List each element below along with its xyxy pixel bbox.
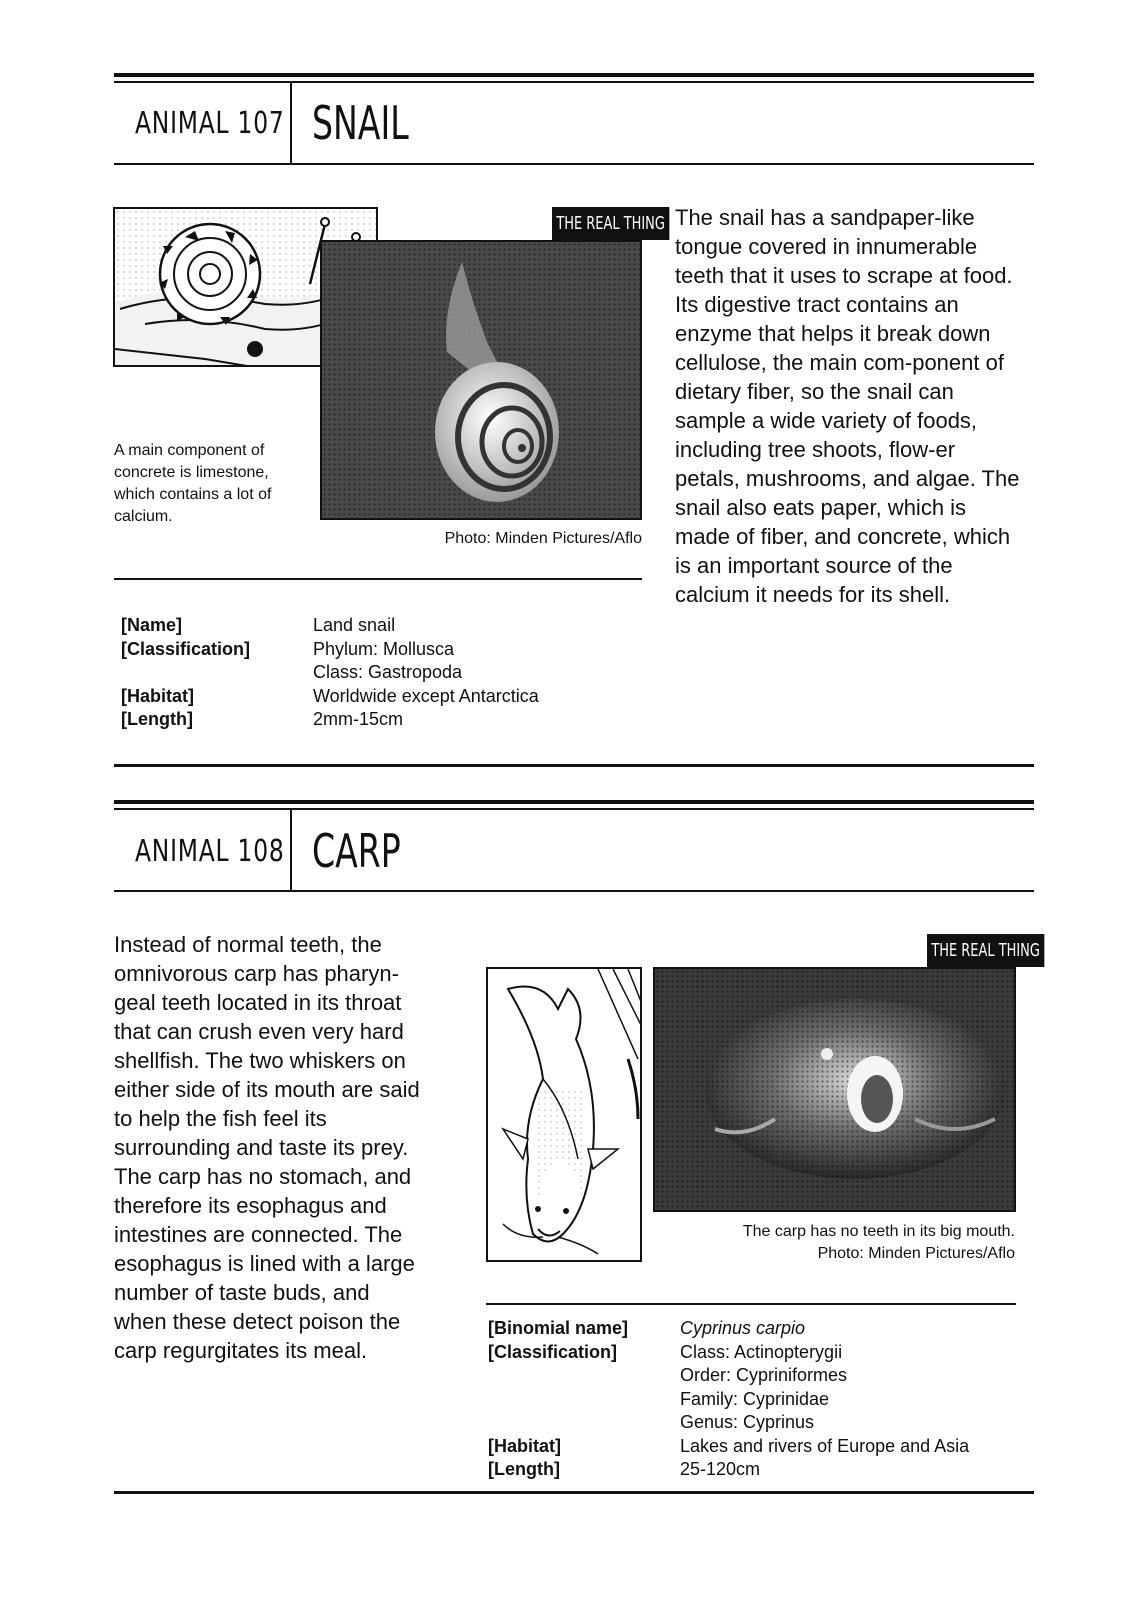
animal-number: ANIMAL 107 [135,106,285,141]
name-label: [Name] [121,615,183,635]
specs-table [488,1317,1016,1487]
carp-illustration [486,967,642,1262]
header-divider [290,83,292,164]
header-bottom-rule [114,163,1034,165]
header-bottom-rule [114,890,1034,892]
classification-label: [Classification] [121,638,251,659]
real-thing-badge: THE REAL THING [552,207,669,240]
length-label: [Length] [121,709,193,729]
header-top-rule [114,800,1034,804]
snail-photo [320,240,642,520]
classification-label: [Classification] [488,1341,618,1362]
header-divider [290,810,292,891]
classification-genus: Genus: Cyprinus [680,1412,815,1432]
section-bottom-rule [114,764,1034,767]
header-top-rule-thin [114,81,1034,83]
animal-number: ANIMAL 108 [135,834,285,869]
classification-class: Class: Actinopterygii [680,1341,843,1362]
snail-photo-image-icon [322,242,642,520]
binomial-label: [Binomial name] [488,1318,629,1338]
carp-photo-image-icon [655,969,1016,1212]
length-value: 2mm-15cm [313,709,404,729]
length-value: 25-120cm [680,1459,761,1479]
animal-title: SNAIL [312,96,409,150]
photo-credit: Photo: Minden Pictures/Aflo [444,530,642,547]
habitat-label: [Habitat] [121,685,194,706]
habitat-value: Worldwide except Antarctica [313,685,539,706]
animal-title: CARP [312,824,401,878]
habitat-value: Lakes and rivers of Europe and Asia [680,1435,970,1456]
section-bottom-rule [114,1491,1034,1494]
illustration-caption: A main component of concrete is limestone, which contains a lot of calcium. [114,442,272,525]
habitat-label: [Habitat] [488,1435,561,1456]
specs-table [121,614,641,734]
real-thing-badge: THE REAL THING [927,934,1044,967]
classification-family: Family: Cyprinidae [680,1388,830,1409]
animal-description: Instead of normal teeth, the omnivorous carp has pharyn-geal teeth located in its throat that can crush even very hard shellfish. The two whiskers on either side of its mouth are said to help the fish feel its surrounding and taste its prey. The carp has no stomach, and therefore its esophagus and intestines are connected. The esophagus is lined with a large number of taste buds, and when these detect poison the carp regurgitates its meal. [114,932,420,1363]
classification-order: Order: Cypriniformes [680,1365,848,1385]
header-top-rule-thin [114,808,1034,810]
header-top-rule [114,73,1034,77]
photo-caption: The carp has no teeth in its big mouth. [742,1223,1015,1240]
animal-description: The snail has a sandpaper-like tongue covered in innumerable teeth that it uses to scrape at food. Its digestive tract contains an enzyme that helps it break down cellulose, the main com-ponent of dietary fiber, so the snail can sample a wide variety of foods, including tree shoots, flow-er petals, mushrooms, and algae. The snail also eats paper, which is made of fiber, and concrete, which is an important source of the calcium it needs for its shell. [675,205,1020,607]
classification-class: Class: Gastropoda [313,662,463,682]
specs-rule [486,1303,1016,1305]
name-value: Land snail [313,615,396,635]
photo-credit: Photo: Minden Pictures/Aflo [817,1245,1015,1262]
binomial-value: Cyprinus carpio [680,1318,806,1338]
carp-drawing-icon [488,969,642,1262]
carp-photo [653,967,1016,1212]
classification-phylum: Phylum: Mollusca [313,638,455,659]
length-label: [Length] [488,1459,560,1479]
specs-rule [114,578,642,580]
